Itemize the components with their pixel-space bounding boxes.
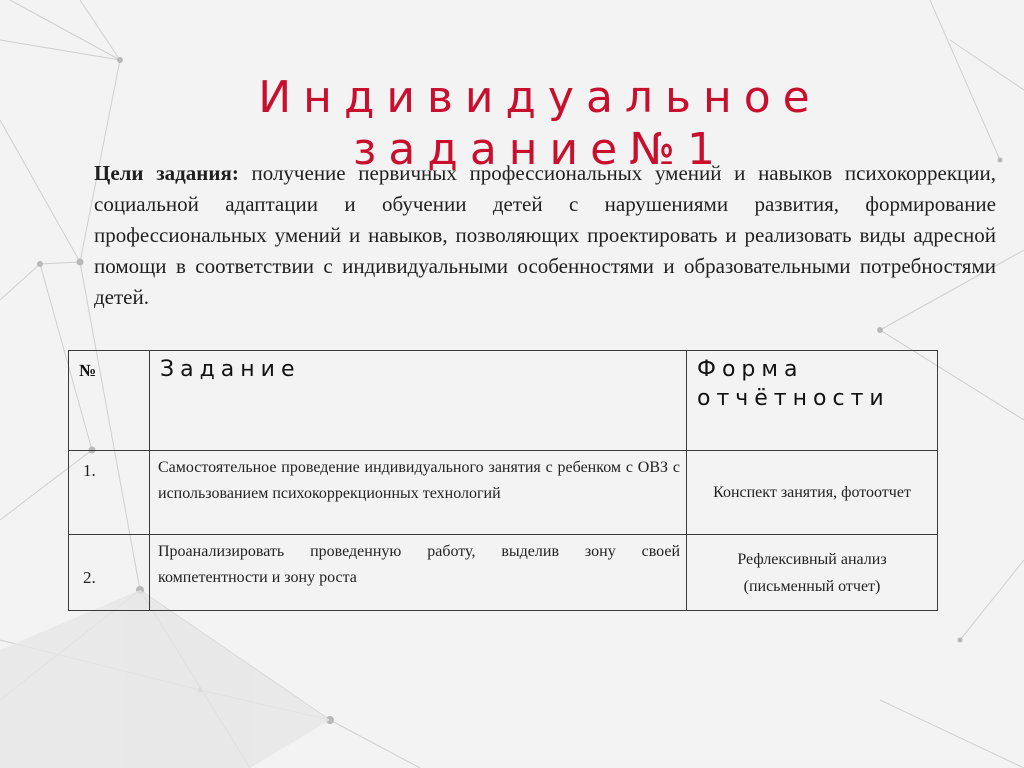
row-number: 1.: [69, 451, 150, 535]
row-report-form: Конспект занятия, фотоотчет: [687, 451, 938, 535]
goals-label: Цели задания:: [94, 161, 239, 185]
row-task: Самостоятельное проведение индивидуального занятия с ребенком с ОВЗ с использованием психокоррекционных технологий: [150, 451, 687, 535]
header-task: Задание: [150, 351, 687, 451]
goals-text: получение первичных профессиональных умений и навыков психокоррекции, социальной адаптации и обучении детей с нарушениями развития, формирование профессиональных умений и навыков, позволяющих проектировать и реализовать виды адресной помощи в соответствии с индивидуальными особенностями и образовательными потребностями детей.: [94, 161, 996, 309]
row-number: 2.: [69, 535, 150, 611]
slide-title: Индивидуальное задание№1: [258, 72, 822, 175]
task-goals-paragraph: [94, 158, 996, 313]
table-header-row: [69, 351, 938, 451]
table-row: [69, 451, 938, 535]
row-report-form: Рефлексивный анализ (письменный отчет): [687, 535, 938, 611]
row-task: Проанализировать проведенную работу, выделив зону своей компетентности и зону роста: [150, 535, 687, 611]
header-report-form: Форма отчётности: [687, 351, 938, 451]
header-number: №: [69, 351, 150, 451]
assignment-table: [68, 350, 938, 611]
table-row: [69, 535, 938, 611]
